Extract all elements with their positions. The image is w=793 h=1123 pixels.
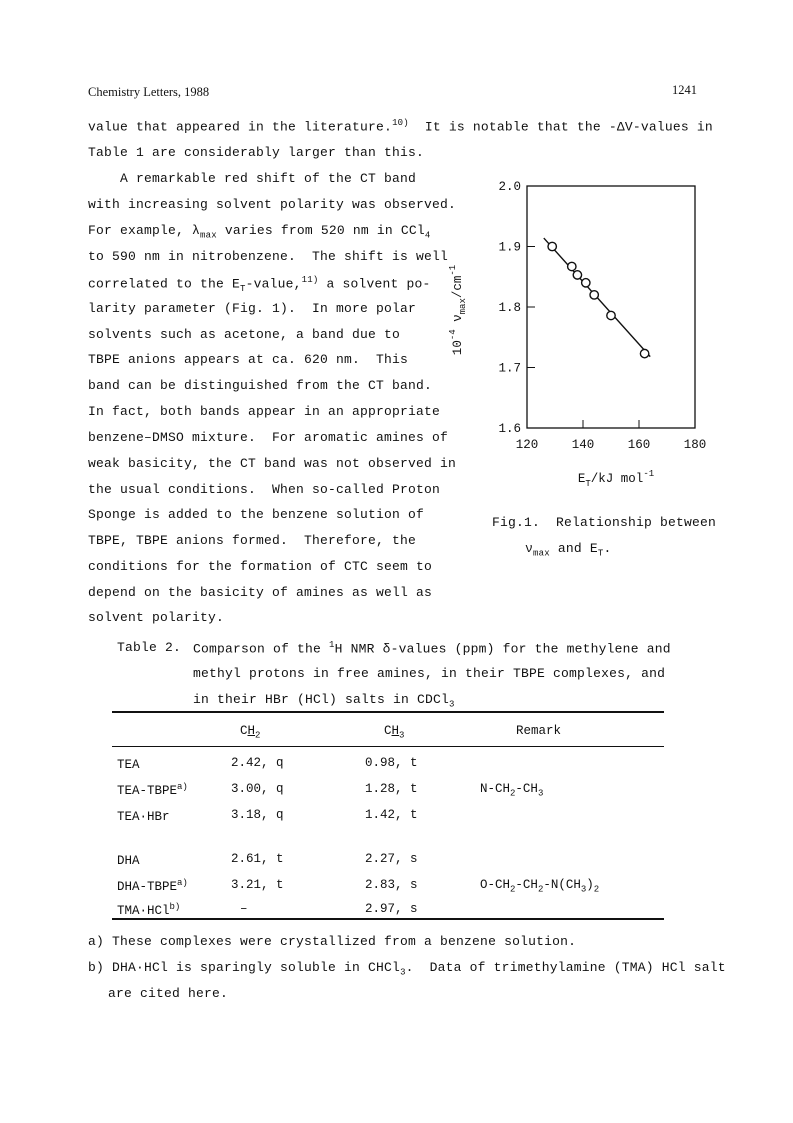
y-tick-label: 1.7 bbox=[498, 361, 521, 376]
body-line: correlated to the $E_T-value,^{11)}$ a solvent po- bbox=[88, 275, 431, 294]
column-header-ch2: $CH_2$ bbox=[240, 724, 261, 741]
body-line: weak basicity, the CT band was not observed in bbox=[88, 456, 457, 471]
table-caption-prefix: Table 2. bbox=[117, 640, 182, 655]
table-cell-ch2: – bbox=[240, 902, 248, 916]
body-line: A remarkable red shift of the CT band bbox=[88, 171, 417, 186]
table-top-rule bbox=[112, 711, 664, 713]
data-point bbox=[590, 291, 598, 299]
table-row-name: TEA bbox=[117, 758, 140, 773]
body-line: For example, $\lambda_{max}$ varies from 520 nm in CCl$_4$ bbox=[88, 223, 431, 241]
x-tick-label: 120 bbox=[515, 438, 539, 452]
body-line: with increasing solvent polarity was observed. bbox=[88, 197, 457, 212]
x-tick-label: 160 bbox=[627, 438, 651, 452]
table-cell-ch3: 1.28, t bbox=[365, 782, 418, 796]
body-line: conditions for the formation of CTC seem to bbox=[88, 559, 433, 574]
body-line: TBPE anions appears at ca. 620 nm. This bbox=[88, 352, 409, 367]
x-tick-label: 140 bbox=[571, 438, 595, 452]
table-cell-ch2: 2.61, t bbox=[231, 852, 284, 866]
table-remark: $O-CH_2-CH_2-N(CH_3)_2$ bbox=[480, 878, 600, 895]
y-tick-label: 2.0 bbox=[498, 180, 521, 194]
table-row-name: TEA·HBr bbox=[117, 810, 170, 825]
table-caption: in their HBr (HCl) salts in CDCl$_3$ bbox=[193, 692, 455, 710]
table-cell-ch2: 3.18, q bbox=[231, 808, 284, 822]
body-line: band can be distinguished from the CT band. bbox=[88, 378, 433, 393]
body-line: benzene–DMSO mixture. For aromatic amines of bbox=[88, 430, 449, 445]
column-header-remark: Remark bbox=[516, 724, 562, 738]
table-caption: methyl protons in free amines, in their TBPE complexes, and bbox=[193, 666, 666, 681]
table-cell-ch3: 2.83, s bbox=[365, 878, 418, 892]
footnote-b-continued: are cited here. bbox=[108, 986, 229, 1001]
table-cell-ch3: 2.97, s bbox=[365, 902, 418, 916]
body-line: In fact, both bands appear in an appropriate bbox=[88, 404, 441, 419]
body-line: to 590 nm in nitrobenzene. The shift is well bbox=[88, 249, 449, 264]
data-point bbox=[573, 271, 581, 279]
table-row-name: DHA bbox=[117, 854, 140, 869]
table-remark: $N-CH_2-CH_3$ bbox=[480, 782, 544, 799]
data-point bbox=[607, 311, 615, 319]
figure-caption: Fig.1. Relationship between bbox=[492, 515, 717, 530]
table-cell-ch3: 2.27, s bbox=[365, 852, 418, 866]
page-number: 1241 bbox=[672, 83, 697, 97]
table-cell-ch2: 3.00, q bbox=[231, 782, 284, 796]
body-line: depend on the basicity of amines as well as bbox=[88, 585, 433, 600]
data-point bbox=[568, 262, 576, 270]
body-line: the usual conditions. When so-called Proton bbox=[88, 482, 441, 497]
footnote-a: a) These complexes were crystallized from a benzene solution. bbox=[88, 934, 577, 949]
footnote-b: b) DHA·HCl is sparingly soluble in CHCl$_3$. Data of trimethylamine (TMA) HCl salt bbox=[88, 960, 726, 978]
data-point bbox=[582, 279, 590, 287]
journal-header: Chemistry Letters, 1988 bbox=[88, 85, 210, 99]
y-tick-label: 1.6 bbox=[498, 422, 521, 436]
table-row-name: TEA-TBPE$^{a)}$ bbox=[117, 782, 188, 799]
x-axis-label: $E_T/kJ$ mol$^{-1}$ bbox=[577, 469, 655, 489]
body-line: Table 1 are considerably larger than this. bbox=[88, 145, 425, 160]
table-row-name: DHA-TBPE$^{a)}$ bbox=[117, 878, 188, 895]
body-line: solvents such as acetone, a band due to bbox=[88, 327, 401, 342]
y-tick-label: 1.8 bbox=[498, 301, 521, 315]
data-point bbox=[640, 349, 648, 357]
plot-frame bbox=[527, 186, 695, 428]
table-cell-ch2: 2.42, q bbox=[231, 756, 284, 770]
y-tick-label: 1.9 bbox=[498, 240, 521, 255]
figure-1-chart bbox=[445, 175, 735, 505]
table-cell-ch2: 3.21, t bbox=[231, 878, 284, 892]
table-header-rule bbox=[112, 746, 664, 747]
table-cell-ch3: 0.98, t bbox=[365, 756, 418, 770]
table-caption: Comparson of the $^1$H NMR δ-values (ppm) for the methylene and bbox=[193, 640, 671, 657]
data-point bbox=[548, 242, 556, 250]
figure-caption: $\nu_{max}$ and $E_T$. bbox=[525, 541, 612, 559]
y-axis-label: $10^{-4}$ $\nu_{max}/cm^{-1}$ bbox=[448, 264, 468, 356]
body-line: solvent polarity. bbox=[88, 610, 225, 625]
table-cell-ch3: 1.42, t bbox=[365, 808, 418, 822]
column-header-ch3: $CH_3$ bbox=[384, 724, 405, 741]
table-bottom-rule bbox=[112, 918, 664, 920]
body-line: larity parameter (Fig. 1). In more polar bbox=[88, 301, 417, 316]
body-line: Sponge is added to the benzene solution of bbox=[88, 507, 425, 522]
x-tick-label: 180 bbox=[683, 438, 707, 452]
body-line: TBPE, TBPE anions formed. Therefore, the bbox=[88, 533, 417, 548]
table-row-name: TMA·HCl$^{b)}$ bbox=[117, 902, 181, 919]
body-line: value that appeared in the literature.$^{10)}$ It is notable that the -ΔV-values in bbox=[88, 118, 713, 135]
